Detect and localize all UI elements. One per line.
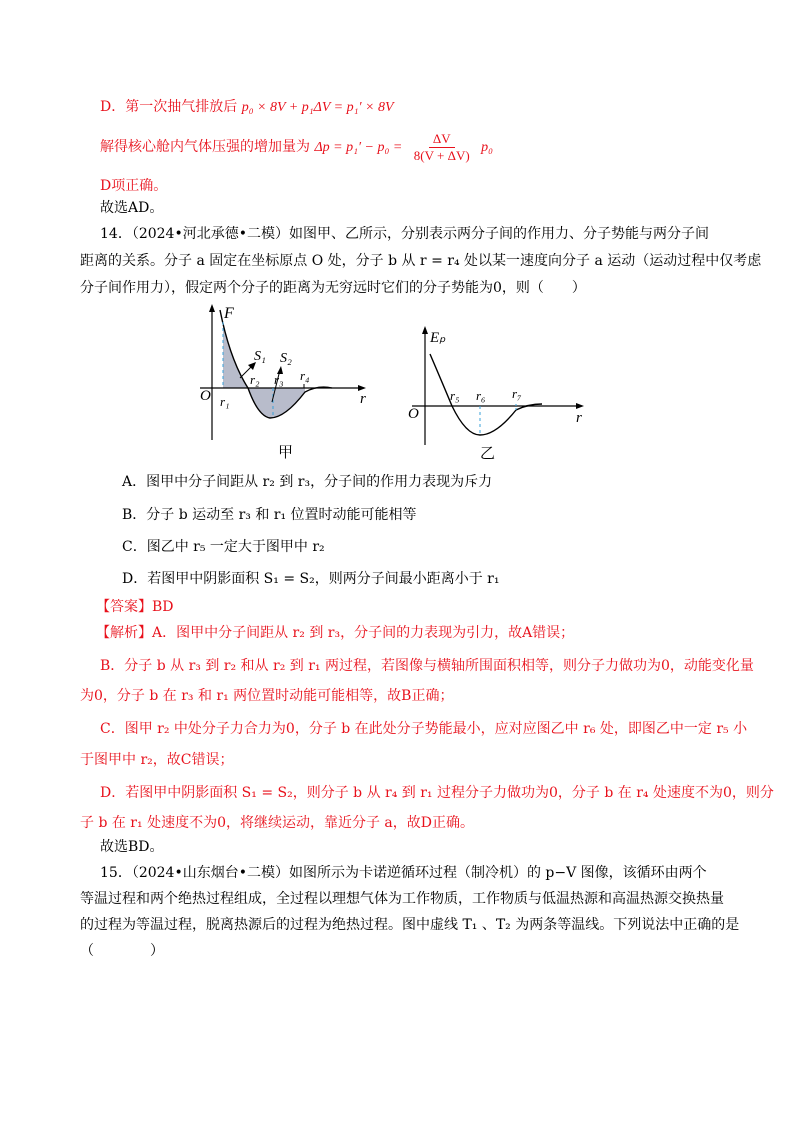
shaded-area-s1 [223,322,248,388]
q14-line2: 距离的关系。分子 a 固定在坐标原点 O 处，分子 b 从 r = r₄ 处以某一速度向分子 a 运动（运动过程中仅考虑 [80,253,762,269]
analysis-b1: B．分子 b 从 r₃ 到 r₂ 和从 r₂ 到 r₁ 两过程，若图像与横轴所围面积相等，则分子力做功为0，动能变化量 [100,658,754,674]
solve-lhs: Δp = p₁′ − p₀ = [314,140,403,155]
q14-line3: 分子间作用力），假定两个分子的距离为无穷远时它们的分子势能为0，则（ ） [80,280,586,296]
x-axis-arrow [576,403,584,409]
q15-line1: 15．（2024•山东烟台•二模）如图所示为卡诺逆循环过程（制冷机）的 p−V 图像，该循环由两个 [100,865,707,881]
caption-b: 乙 [480,446,496,462]
label-r: r [576,410,582,426]
label-s2: S₂ [280,351,292,366]
choose-ad: 故选AD。 [100,200,164,216]
d-correct: D项正确。 [100,178,168,194]
solve-tail: p₀ [481,140,493,155]
label-r5: r₅ [450,388,460,403]
analysis-c1: C．图甲 r₂ 中处分子力合力为0，分子 b 在此处分子势能最小，应对应图乙中 r₆ 处，即图乙中一定 r₅ 小 [100,721,748,737]
label-origin: O [200,388,211,404]
choose-bd: 故选BD。 [100,839,164,855]
label-r1: r₁ [220,394,230,409]
option-d: D．若图甲中阴影面积 S₁ = S₂，则两分子间最小距离小于 r₁ [122,571,500,587]
fraction-denominator: 8(V + ΔV) [413,147,470,163]
option-a: A．图甲中分子间距从 r₂ 到 r₃，分子间的作用力表现为斥力 [122,474,493,490]
analysis-tag: 【解析】 [96,625,152,641]
fraction-numerator: ΔV [429,131,455,148]
analysis-c2: 于图甲中 r₂，故C错误； [80,752,234,768]
solve-prefix: 解得核心舱内气体压强的增加量为 [100,139,310,155]
y-axis-arrow [209,304,215,312]
analysis-b2: 为0，分子 b 在 r₃ 和 r₁ 两位置时动能可能相等，故B正确； [80,688,454,704]
q15-line3: 的过程为等温过程，脱离热源后的过程为绝热过程。图中虚线 T₁ 、T₂ 为两条等温线。下列说法中正确的是 [80,917,740,933]
option-d-prefix: D．第一次抽气排放后 [100,99,238,115]
label-f: F [224,305,234,322]
label-r6: r₆ [476,388,486,403]
solve-line [100,130,493,165]
analysis-d2: 子 b 在 r₁ 处速度不为0，将继续运动，靠近分子 a，故D正确。 [80,815,474,831]
analysis-d1: D．若图甲中阴影面积 S₁ = S₂，则分子 b 从 r₄ 到 r₁ 过程分子力做功为0，分子 b 在 r₄ 处速度不为0，则分 [100,785,774,801]
figure-potential-energy-graph [400,320,590,465]
label-r7: r₇ [512,386,522,401]
label-r4: r₄ [300,368,310,383]
label-s1: S₁ [254,349,266,364]
analysis-a-line [96,622,574,644]
q15-line4: （ ） [80,943,164,959]
label-ep: Eₚ [430,330,446,346]
analysis-a: A．图甲中分子间距从 r₂ 到 r₃，分子间的力表现为引力，故A错误； [152,625,575,641]
option-d-line [100,96,394,119]
option-c: C．图乙中 r₅ 一定大于图甲中 r₂ [122,539,325,555]
solve-fraction [410,131,474,164]
option-b: B．分子 b 运动至 r₃ 和 r₁ 位置时动能可能相等 [122,507,417,523]
label-r: r [360,391,366,407]
q15-line2: 等温过程和两个绝热过程组成，全过程以理想气体为工作物质，工作物质与低温热源和高温热源交换热量 [80,891,724,907]
label-r3: r₃ [274,372,284,387]
label-r2: r₂ [250,372,260,387]
potential-curve [430,354,542,435]
q14-line1: 14．（2024•河北承德•二模）如图甲、乙所示，分别表示两分子间的作用力、分子势能与两分子间 [100,226,709,242]
answer: 【答案】BD [96,599,174,615]
label-origin: O [408,406,419,422]
figure-force-graph [190,300,380,465]
y-axis-arrow [422,326,428,334]
caption-a: 甲 [278,445,294,461]
option-d-formula: p₀ × 8V + p₁ΔV = p₁′ × 8V [241,100,394,115]
